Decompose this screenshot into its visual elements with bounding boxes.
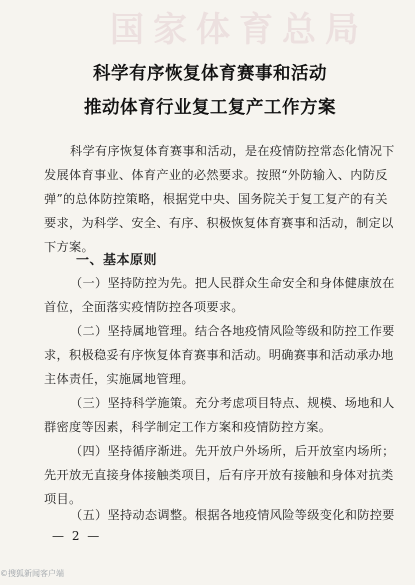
principle-line: （三）坚持科学施策。充分考虑项目特点、规模、场地和人	[70, 396, 395, 410]
intro-line: 弹”的总体防控策略，根据党中央、国务院关于复工复产的有关	[44, 192, 388, 206]
principle-line: （二）坚持属地管理。结合各地疫情风险等级和防控工作要	[70, 324, 395, 338]
principle-1	[44, 271, 395, 319]
intro-paragraph	[44, 139, 395, 259]
page-number: — 2 —	[52, 529, 102, 543]
principle-line: （四）坚持循序渐进。先开放户外场所，后开放室内场所；	[70, 444, 395, 458]
principle-5	[44, 503, 395, 527]
principle-line: （一）坚持防控为先。把人民群众生命安全和身体健康放在	[70, 276, 395, 290]
title-line-2: 推动体育行业复工复产工作方案	[84, 98, 336, 118]
principle-line: 首位，全面落实疫情防控各项要求。	[44, 300, 244, 314]
principle-line: 主体责任，实施属地管理。	[44, 372, 194, 386]
title-line-1: 科学有序恢复体育赛事和活动	[93, 64, 327, 84]
intro-line: 科学有序恢复体育赛事和活动，是在疫情防控常态化情况下	[70, 144, 395, 158]
source-watermark: ©搜狐新闻客户端	[0, 569, 64, 578]
principle-line: 群密度等因素，科学制定工作方案和疫情防控方案。	[44, 420, 332, 434]
principle-line: 求，积极稳妥有序恢复体育赛事和活动。明确赛事和活动承办地	[44, 348, 394, 362]
principle-line: 先开放无直接身体接触类项目，后有序开放有接触和身体对抗类	[44, 468, 394, 482]
principle-line: （五）坚持动态调整。根据各地疫情风险等级变化和防控要	[70, 508, 395, 522]
intro-line: 要求，为科学、安全、有序、积极恢复体育赛事和活动，制定以	[44, 216, 394, 230]
agency-seal-header: 国家体育总局	[110, 10, 368, 50]
section-heading: 一、基本原则	[76, 253, 158, 268]
intro-line: 下方案。	[44, 240, 94, 254]
intro-line: 发展体育事业、体育产业的必然要求。按照“外防输入、内防反	[44, 168, 388, 182]
principle-2	[44, 319, 395, 391]
principle-line: 项目。	[44, 492, 82, 506]
principle-3	[44, 391, 395, 439]
principle-4	[44, 439, 395, 511]
